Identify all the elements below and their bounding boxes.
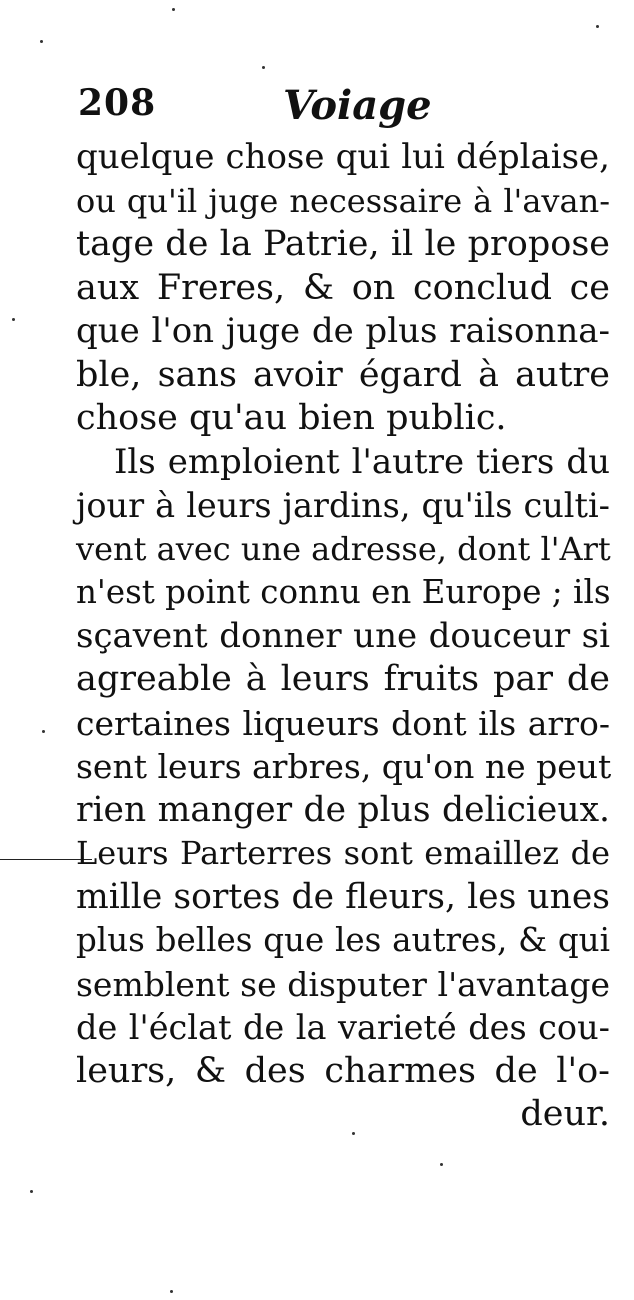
running-title: Voiage — [283, 82, 432, 129]
text-line: Leurs Parterres sont emaillez de — [76, 834, 610, 872]
text-line: n'est point connu en Europe ; ils — [76, 573, 611, 611]
text-line: de l'éclat de la varieté des cou- — [76, 1008, 610, 1047]
text-line: vent avec une adresse, dont l'Art — [76, 529, 611, 568]
text-line: mille sortes de fleurs, les unes — [76, 876, 610, 917]
text-line: chose qu'au bien public. — [76, 398, 507, 438]
body-text — [76, 136, 610, 1137]
text-line: leurs, & des charmes de l'o- — [76, 1050, 610, 1091]
text-line: certaines liqueurs dont ils arro- — [76, 703, 610, 743]
text-line: rien manger de plus delicieux. — [76, 789, 610, 830]
paper-speck — [262, 66, 265, 69]
text-line: sent leurs arbres, qu'on ne peut — [76, 747, 612, 786]
text-line: aux Freres, & on conclud ce — [76, 267, 610, 308]
text-line: que l'on juge de plus raisonna- — [76, 311, 610, 351]
text-line: jour à leurs jardins, qu'ils culti- — [76, 486, 610, 525]
text-line: ou qu'il juge necessaire à l'avan- — [76, 181, 610, 220]
text-line: tage de la Patrie, il le propose — [76, 224, 610, 264]
paragraph-first-line: Ils emploient l'autre tiers du — [114, 441, 610, 482]
text-line: plus belles que les autres, & qui — [76, 921, 610, 959]
catchword-line: deur. — [520, 1094, 610, 1134]
paper-speck — [172, 8, 175, 11]
paper-speck — [440, 1163, 443, 1166]
text-line: quelque chose qui lui déplaise, — [76, 137, 610, 177]
text-line: sçavent donner une douceur si — [76, 615, 610, 656]
paper-speck — [596, 25, 599, 28]
text-line: semblent se disputer l'avantage — [76, 964, 610, 1004]
paper-speck — [40, 40, 43, 43]
page-number: 208 — [78, 82, 157, 124]
paper-speck — [12, 318, 15, 321]
paper-speck — [30, 1190, 33, 1193]
paper-speck — [42, 730, 45, 733]
paper-speck — [352, 1132, 355, 1135]
page-header — [78, 82, 598, 134]
text-line: agreable à leurs fruits par de — [76, 659, 610, 699]
text-line: ble, sans avoir égard à autre — [76, 354, 610, 395]
paper-speck — [170, 1290, 173, 1293]
